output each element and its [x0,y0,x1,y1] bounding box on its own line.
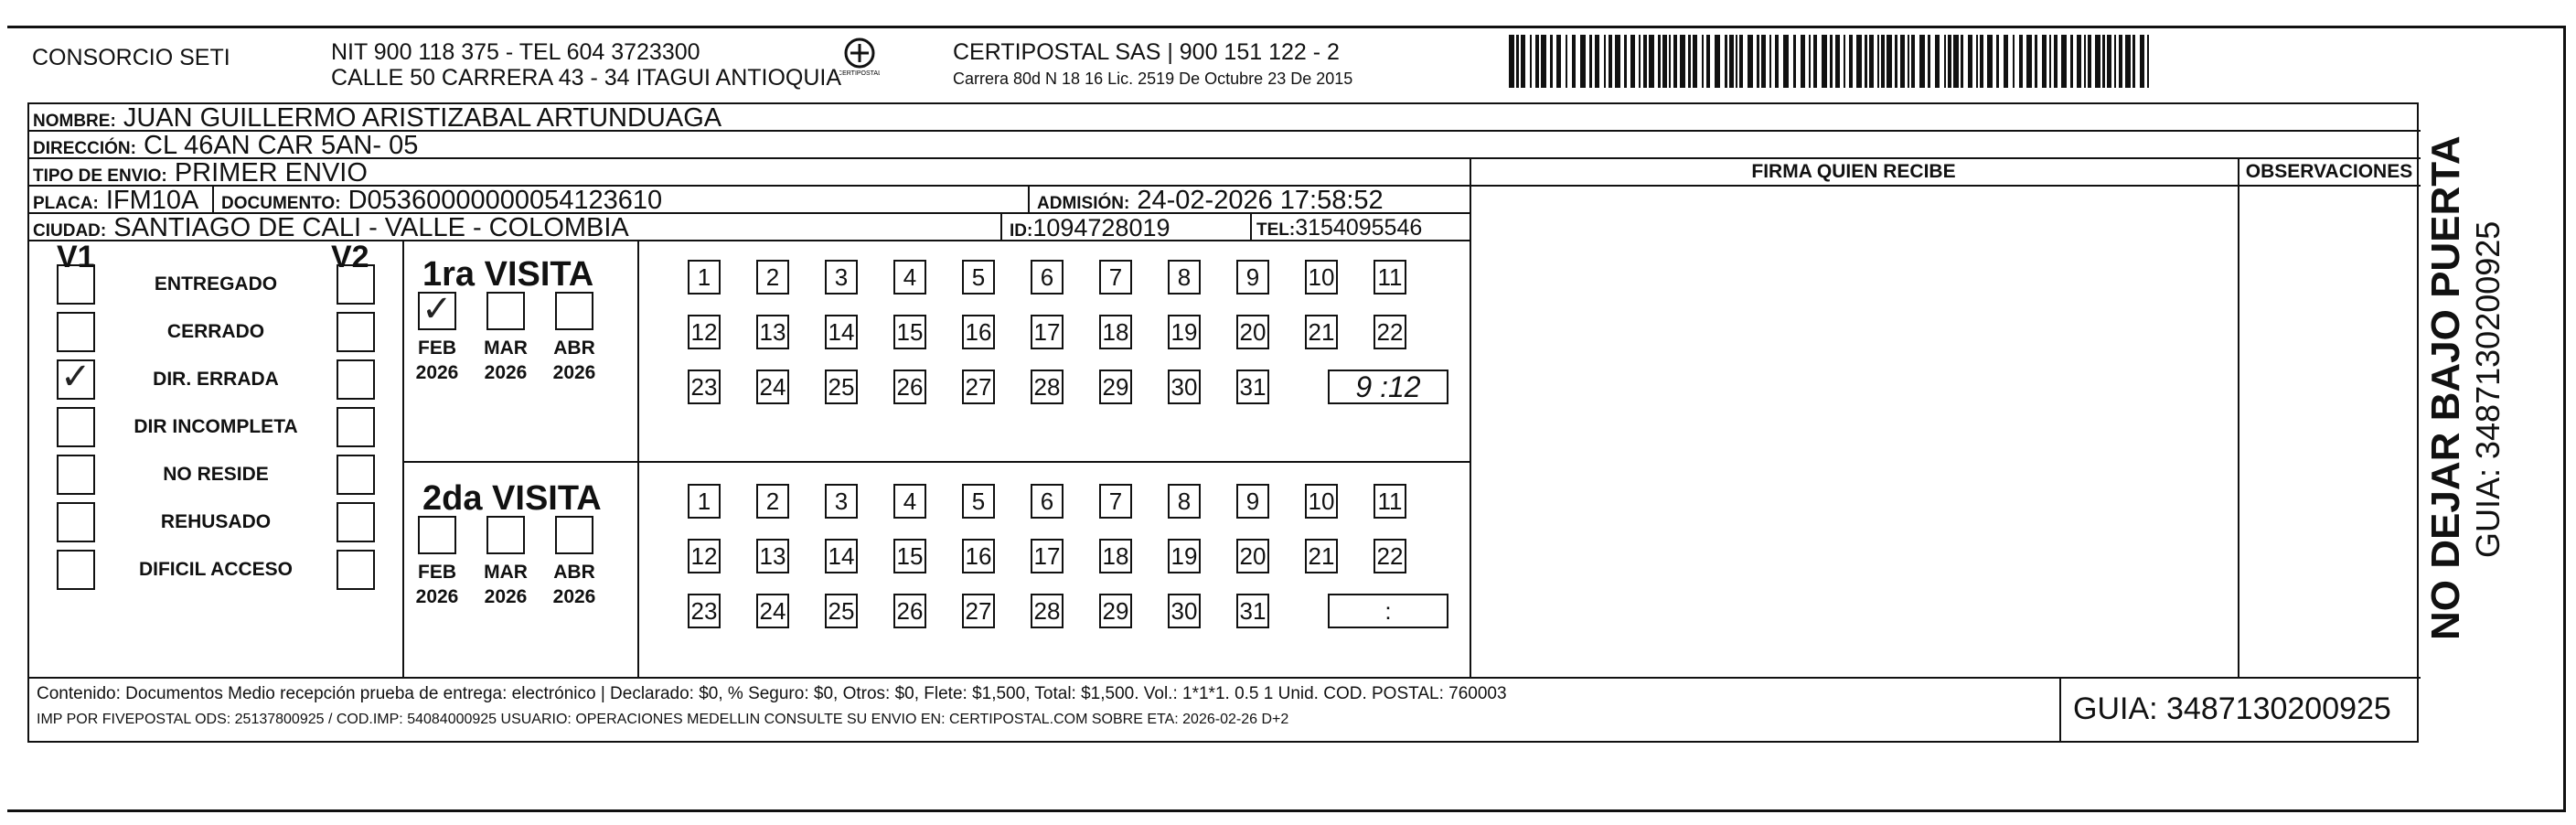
day-box[interactable]: 23 [688,594,721,628]
day-box[interactable]: 3 [825,260,858,295]
tel-value: 3154095546 [1295,215,1423,241]
day-box[interactable]: 25 [825,594,858,628]
city-value: SANTIAGO DE CALI - VALLE - COLOMBIA [113,214,629,241]
barcode-bar [1813,35,1817,88]
barcode-bar [1643,35,1647,88]
barcode-bar [2004,35,2008,88]
footer-line1: Contenido: Documentos Medio recepción prueba de entrega: electrónico | Declarado: $0, % Seguro: $0, Otros: $0, Flete: $1,500, Total: $1,500. Vol.: 1*1*1. 0.5 1 Unid. COD. POSTAL: 760003 [37,684,1507,703]
barcode-bar [1688,35,1691,88]
barcode-bar [1604,35,1606,88]
day-box[interactable]: 22 [1374,539,1406,573]
day-box[interactable]: 1 [688,260,721,295]
side-guia: GUIA: 3487130200925 [2469,220,2507,558]
tipo-row: TIPO DE ENVIO: PRIMER ENVIO [29,159,1470,187]
day-box[interactable]: 28 [1031,370,1064,404]
recipient-form [27,102,2419,743]
month-label: FEB 2026 [415,338,459,383]
barcode-bar [2107,35,2111,88]
status-option-label: NO RESIDE [163,464,269,485]
barcode-bar [1987,35,1993,88]
day-box[interactable]: 15 [893,539,926,573]
barcode-bar [1624,35,1627,88]
admision-cell: ADMISIÓN: 24-02-2026 17:58:52 [1037,186,1384,215]
day-box[interactable]: 9 [1236,260,1269,295]
day-box[interactable]: 18 [1099,315,1132,349]
first-visit-title: 1ra VISITA [422,255,594,294]
barcode-bar [1895,35,1897,88]
barcode-bar [1521,35,1525,88]
barcode-bar [1881,35,1885,88]
day-box[interactable]: 8 [1168,484,1201,519]
barcode-bar [1976,35,1978,88]
day-box[interactable]: 29 [1099,370,1132,404]
barcode-bar [1769,35,1771,88]
barcode-bar [1595,35,1599,88]
barcode-bar [2147,35,2149,88]
month-label: ABR 2026 [552,338,596,383]
day-box[interactable]: 28 [1031,594,1064,628]
barcode-bar [2132,35,2135,88]
day-box[interactable]: 21 [1305,315,1338,349]
barcode-bar [2013,35,2015,88]
barcode-bar [1609,35,1612,88]
day-box[interactable]: 26 [893,594,926,628]
day-box[interactable]: 2 [756,260,789,295]
barcode-bar [2125,35,2131,88]
day-box[interactable]: 4 [893,484,926,519]
barcode-bar [1673,35,1677,88]
barcode-bar [2088,35,2091,88]
barcode-bar [1908,35,1909,88]
month-checkbox[interactable] [486,516,525,554]
day-box[interactable]: 12 [688,315,721,349]
barcode-bar [1900,35,1905,88]
day-box[interactable]: 12 [688,539,721,573]
barcode-bar [1680,35,1685,88]
recipient-address: CL 46AN CAR 5AN- 05 [144,132,419,159]
day-box[interactable]: 20 [1236,539,1269,573]
barcode-bar [2049,35,2051,88]
day-box[interactable]: 3 [825,484,858,519]
barcode-bar [1801,35,1805,88]
barcode-bar [1693,35,1697,88]
shipment-type: PRIMER ENVIO [174,159,368,187]
tel-cell: TEL:3154095546 [1256,215,1423,241]
day-box[interactable]: 13 [756,539,789,573]
footer-guia: GUIA: 3487130200925 [2073,691,2391,726]
barcode-bar [1887,35,1892,88]
time-box[interactable]: : [1328,594,1448,628]
barcode-bar [1835,35,1840,88]
barcode-bar [1844,35,1845,88]
barcode [1509,35,2158,88]
barcode-bar [1589,35,1592,88]
barcode-bar [1830,35,1833,88]
placa-row: PLACA: IFM10A [29,187,1470,214]
barcode-bar [2061,35,2067,88]
day-box[interactable]: 31 [1236,370,1269,404]
day-box[interactable]: 9 [1236,484,1269,519]
day-box[interactable]: 17 [1031,315,1064,349]
barcode-bar [1996,35,1999,88]
month-check-mark: ✓ [422,288,453,330]
barcode-bar [1968,35,1972,88]
barcode-bar [1566,35,1567,88]
barcode-bar [1530,35,1532,88]
id-value: 1094728019 [1032,214,1170,241]
day-box[interactable]: 30 [1168,594,1201,628]
barcode-bar [1877,35,1879,88]
barcode-bar [1948,35,1951,88]
status-option-label: DIR. ERRADA [153,369,279,390]
month-label: ABR 2026 [552,562,596,607]
barcode-bar [1761,35,1766,88]
day-box[interactable]: 30 [1168,370,1201,404]
day-box[interactable]: 19 [1168,315,1201,349]
month-label: MAR 2026 [484,338,528,383]
barcode-bar [1739,35,1743,88]
address-line: CALLE 50 CARRERA 43 - 34 ITAGUI ANTIOQUIA [331,65,842,91]
day-box[interactable]: 4 [893,260,926,295]
day-box[interactable]: 22 [1374,315,1406,349]
nit-line: NIT 900 118 375 - TEL 604 3723300 [331,39,700,65]
barcode-bar [1662,35,1667,88]
barcode-bar [1928,35,1930,88]
month-checkbox[interactable] [418,516,456,554]
barcode-bar [1822,35,1827,88]
day-box[interactable]: 29 [1099,594,1132,628]
barcode-bar [1658,35,1661,88]
barcode-bar [1809,35,1811,88]
month-checkbox[interactable] [555,292,593,330]
barcode-bar [1953,35,1959,88]
id-cell: ID:1094728019 [1010,214,1170,241]
month-label: MAR 2026 [484,562,528,607]
barcode-bar [1649,35,1654,88]
day-box[interactable]: 10 [1305,484,1338,519]
barcode-bar [1980,35,1983,88]
barcode-bar [1725,35,1727,88]
day-box[interactable]: 11 [1374,260,1406,295]
status-option-label: DIFICIL ACCESO [138,559,293,580]
time-box[interactable]: 9 :12 [1328,370,1448,404]
day-box[interactable]: 31 [1236,594,1269,628]
day-box[interactable]: 7 [1099,260,1132,295]
day-box[interactable]: 27 [962,370,995,404]
status-option-label: ENTREGADO [154,273,278,295]
barcode-bar [1856,35,1862,88]
barcode-bar [1516,35,1519,88]
barcode-bar [2042,35,2047,88]
barcode-bar [2140,35,2144,88]
barcode-bar [2084,35,2086,88]
day-box[interactable]: 14 [825,539,858,573]
day-box[interactable]: 19 [1168,539,1201,573]
barcode-bar [1961,35,1963,88]
day-box[interactable]: 24 [756,594,789,628]
month-checkbox[interactable] [486,292,525,330]
day-box[interactable]: 17 [1031,539,1064,573]
barcode-bar [1580,35,1586,88]
day-box[interactable]: 7 [1099,484,1132,519]
second-visit-title: 2da VISITA [422,479,602,518]
status-option-label: CERRADO [166,321,265,342]
day-box[interactable]: 8 [1168,260,1201,295]
day-box[interactable]: 16 [962,315,995,349]
day-box[interactable]: 24 [756,370,789,404]
day-box[interactable]: 15 [893,315,926,349]
day-box[interactable]: 13 [756,315,789,349]
day-box[interactable]: 26 [893,370,926,404]
observaciones-header: OBSERVACIONES [2245,161,2413,182]
day-box[interactable]: 10 [1305,260,1338,295]
direccion-row: DIRECCIÓN: CL 46AN CAR 5AN- 05 [29,132,2421,159]
month-label: FEB 2026 [415,562,459,607]
barcode-bar [1935,35,1940,88]
day-box[interactable]: 25 [825,370,858,404]
svg-text:CERTIPOSTAL: CERTIPOSTAL [839,70,880,77]
day-box[interactable]: 5 [962,484,995,519]
day-box[interactable]: 27 [962,594,995,628]
barcode-bar [1509,35,1514,88]
barcode-bar [1748,35,1753,88]
barcode-bar [1706,35,1710,88]
barcode-bar [1556,35,1561,88]
barcode-bar [2119,35,2122,88]
barcode-bar [2070,35,2073,88]
status-option-label: DIR INCOMPLETA [134,416,298,437]
barcode-bar [2102,35,2105,88]
barcode-bar [1669,35,1671,88]
recipient-name: JUAN GUILLERMO ARISTIZABAL ARTUNDUAGA [123,104,722,132]
barcode-bar [1793,35,1796,88]
v1-check-mark: ✓ [60,356,91,398]
day-box[interactable]: 6 [1031,484,1064,519]
day-box[interactable]: 14 [825,315,858,349]
barcode-bar [1919,35,1925,88]
barcode-bar [1865,35,1867,88]
barcode-bar [1615,35,1620,88]
barcode-bar [1702,35,1704,88]
barcode-bar [2095,35,2100,88]
barcode-bar [1550,35,1553,88]
barcode-bar [1944,35,1946,88]
barcode-bar [1715,35,1720,88]
nombre-row: NOMBRE: JUAN GUILLERMO ARISTIZABAL ARTUNDUAGA [29,104,2421,132]
barcode-bar [1729,35,1734,88]
barcode-bar [1572,35,1576,88]
certipostal-logo-icon [839,37,880,77]
license-line: Carrera 80d N 18 16 Lic. 2519 De Octubre 23 De 2015 [953,70,1353,88]
barcode-bar [1911,35,1915,88]
day-box[interactable]: 1 [688,484,721,519]
barcode-bar [1630,35,1635,88]
barcode-bar [1535,35,1539,88]
day-box[interactable]: 5 [962,260,995,295]
side-warning: NO DEJAR BAJO PUERTA [2423,135,2468,640]
documento-cell: DOCUMENTO: D05360000000054123610 [221,186,663,215]
v1-header: V1 [57,240,95,274]
barcode-bar [1736,35,1737,88]
barcode-bar [1849,35,1853,88]
barcode-bar [1541,35,1546,88]
company-name: CONSORCIO SETI [32,45,230,70]
barcode-bar [2035,35,2037,88]
documento-value: D05360000000054123610 [347,186,663,215]
barcode-bar [2114,35,2116,88]
carrier-line: CERTIPOSTAL SAS | 900 151 122 - 2 [953,39,1340,65]
barcode-bar [1869,35,1874,88]
day-box[interactable]: 23 [688,370,721,404]
barcode-bar [1775,35,1779,88]
day-box[interactable]: 2 [756,484,789,519]
barcode-bar [1639,35,1641,88]
day-box[interactable]: 20 [1236,315,1269,349]
barcode-bar [2054,35,2058,88]
barcode-bar [2019,35,2023,88]
barcode-bar [1757,35,1759,88]
month-checkbox[interactable] [555,516,593,554]
barcode-bar [2026,35,2032,88]
day-box[interactable]: 6 [1031,260,1064,295]
day-box[interactable]: 18 [1099,539,1132,573]
status-option-label: REHUSADO [160,511,272,532]
firma-header: FIRMA QUIEN RECIBE [1751,161,1956,182]
day-box[interactable]: 21 [1305,539,1338,573]
placa-value: IFM10A [105,187,199,214]
admision-value: 24-02-2026 17:58:52 [1137,186,1384,215]
day-box[interactable]: 11 [1374,484,1406,519]
footer-line2: IMP POR FIVEPOSTAL ODS: 25137800925 / COD.IMP: 54084000925 USUARIO: OPERACIONES MEDELLIN CONSULTE SU ENVIO EN: CERTIPOSTAL.COM SOBRE ETA: 2026-02-26 D+2 [37,712,1289,727]
v2-header: V2 [331,240,369,274]
barcode-bar [1783,35,1789,88]
day-box[interactable]: 16 [962,539,995,573]
ciudad-row: CIUDAD: SANTIAGO DE CALI - VALLE - COLOMBIA [29,214,1470,241]
barcode-bar [2077,35,2081,88]
